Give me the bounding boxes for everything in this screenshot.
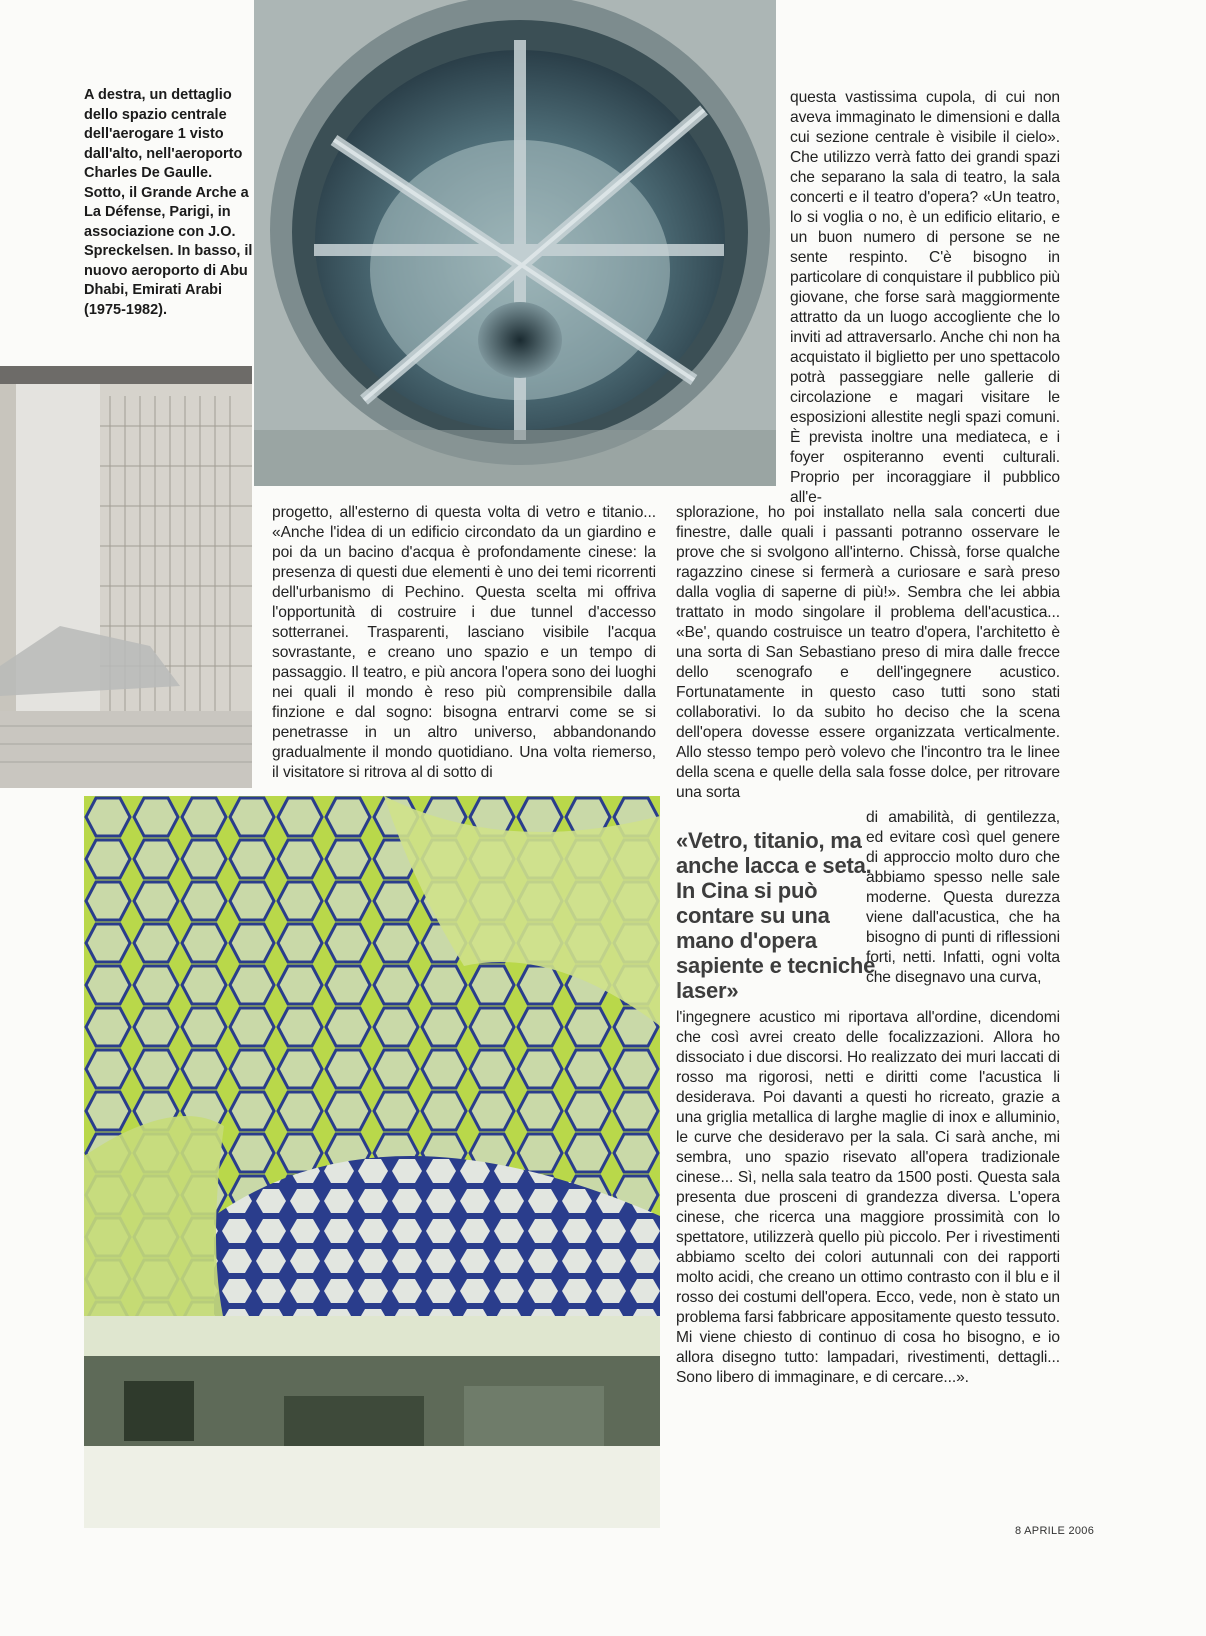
article-column-beside-quote: di amabilità, di gentilezza, ed evitare così quel genere di approccio molto duro che abbiamo spesso nelle sale moderne. Questa durezza viene dall'acustica, che ha bisogno di punti di riflessioni forti, netti. Infatti, ogni volta che disegnavo una curva,: [866, 809, 1060, 986]
article-column-right-mid: splorazione, ho poi installato nella sala concerti due finestre, dalle quali i passanti potranno osservare le prove che si svolgono all'interno. Chissà, forse qualche ragazzino cinese si fermerà a curiosare e sarà preso dalla voglia di saperne di più!». Sembra che lei abbia trattato in modo singolare il problema dell'acustica... «Be', quando costruisce un teatro d'opera, l'architetto è una sorta di San Sebastiano preso di mira dalle frecce dello scenografo e dell'ingegnere acustico. Fortunatamente in questo caso tutti sono stati collaborativi. Io da subito ho deciso che la scena dell'opera dovesse essere organizzata verticalmente. Allo stesso tempo però volevo che l'incontro tra le linee della scena e quelle della sala fosse dolce, per ritrovare una sorta: [676, 504, 1060, 801]
article-column-middle: progetto, all'esterno di questa volta di vetro e titanio... «Anche l'idea di un edificio circondato da un giardino e poi da un bacino d'acqua è profondamente cinese: la presenza di questi due elementi è uno dei temi ricorrenti dell'urbanismo di Pechino. Questa scelta mi offriva l'opportunità di costruire i due tunnel d'accesso sotterranei. Trasparenti, lasciano visibile l'acqua sovrastante, e creano uno spazio e un tempo di passaggio. Il teatro, e più ancora l'opera sono dei luoghi nei quali il mondo è reso più comprensibile dalla finzione e dal sogno: bisogna entrarvi come se si penetrasse in un altro universo, abbandonando gradualmente il mondo quotidiano. Una volta riemerso, il visitatore si ritrova al di sotto di: [272, 504, 656, 781]
article-column-right-top: questa vastissima cupola, di cui non aveva immaginato le dimensioni e dalla cui sezione centrale è visibile il cielo». Che utilizzo verrà fatto dei grandi spazi che separano la sala di teatro, la sala concerti e il teatro d'opera? «Un teatro, lo si voglia o no, è un edificio elitario, e un buon numero di persone se ne sente respinto. C'è bisogno in particolare di conquistare il pubblico più giovane, che forse sarà maggiormente attratto da un luogo accogliente che lo inviti ad attraversarlo. Anche chi non ha acquistato il biglietto per uno spettacolo potrà passeggiare nelle gallerie di circolazione e magari visitare le esposizioni allestite negli spazi comuni. È prevista inoltre una mediateca, e i foyer ospiteranno eventi culturali. Proprio per incoraggiare il pubblico all'e-: [790, 89, 1060, 506]
pull-quote: «Vetro, titanio, ma anche lacca e seta. In Cina si può contare su una mano d'opera sapiente e tecniche laser»: [676, 828, 876, 1003]
photo-grande-arche: [0, 366, 252, 788]
photo-caption: A destra, un dettaglio dello spazio centrale dell'aerogare 1 visto dall'alto, nell'aeroporto Charles De Gaulle. Sotto, il Grande Arche a La Défense, Parigi, in associazione con J.O. Spreckelsen. In basso, il nuovo aeroporto di Abu Dhabi, Emirati Arabi (1975-1982).: [84, 87, 253, 318]
article-column-right-bottom: l'ingegnere acustico mi riportava all'ordine, dicendomi che così avrei creato delle focalizzazioni. Allora ho dissociato i due discorsi. Ho realizzato dei muri laccati di rosso ma rigorosi, netti e diritti come l'acustica li desiderava. Poi davanti a questi ho ricreato, grazie a una griglia metallica di larghe maglie di inox e alluminio, le curve che desideravo per la sala. Ci sarà anche, mi sembra, uno spazio risevato all'opera tradizionale cinese... Sì, nella sala teatro da 1500 posti. Questa sala presenta due prosceni di grandezza diversa. L'opera cinese, che ricerca una maggiore prossimità con lo spettatore, utilizzerà quello più piccolo. Per i rivestimenti abbiamo scelto dei colori autunnali con dei rapporti molto acidi, che creano un ottimo contrasto con il blu e il rosso dei costumi dell'opera. Ecco, vede, non è stato un problema farsi fabbricare appositamente questo tessuto. Mi viene chiesto di continuo di cosa ho bisogno, e io allora disegno tutto: lampadari, rivestimenti, dettagli... Sono libero di immaginare, e di cercare...».: [676, 1009, 1060, 1386]
photo-abu-dhabi-airport: [84, 796, 660, 1528]
photo-aerogare-top-view: [254, 0, 776, 486]
page-date-footer: 8 APRILE 2006: [1015, 1525, 1095, 1537]
